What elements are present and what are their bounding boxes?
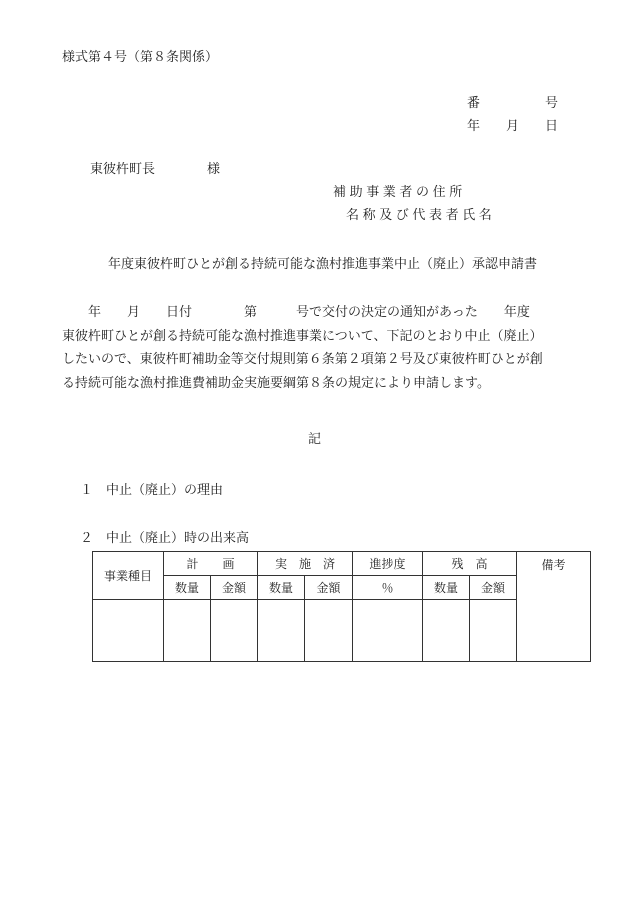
date-line: 年 月 日 — [467, 119, 559, 134]
data-cell-done-quantity[interactable] — [258, 600, 305, 662]
body-text — [62, 301, 587, 395]
data-cell-business-type[interactable] — [93, 600, 164, 662]
applicant-address-label: 補助事業者の住所 — [333, 185, 466, 200]
document-number-line: 番 号 — [467, 96, 559, 111]
header-plan: 計 画 — [164, 552, 258, 576]
subheader-remaining-amount: 金額 — [470, 576, 517, 600]
header-remarks: 備考 — [517, 552, 591, 662]
document-title: 年度東彼杵町ひとが創る持続可能な漁村推進事業中止（廃止）承認申請書 — [108, 257, 538, 272]
form-number: 様式第４号（第８条関係） — [62, 50, 219, 65]
body-line: る持続可能な漁村推進費補助金実施要綱第８条の規定により申請します。 — [62, 375, 490, 391]
addressee: 東彼杵町長 様 — [90, 162, 221, 177]
applicant-name-label: 名称及び代表者氏名 — [346, 208, 496, 223]
data-cell-plan-quantity[interactable] — [164, 600, 211, 662]
header-remaining: 残 高 — [423, 552, 517, 576]
subheader-percent: ％ — [353, 576, 423, 600]
data-cell-remaining-amount[interactable] — [470, 600, 517, 662]
data-cell-plan-amount[interactable] — [211, 600, 258, 662]
header-implemented: 実 施 済 — [258, 552, 353, 576]
body-line: 年 月 日付 第 号で交付の決定の通知があった 年度 — [62, 305, 530, 320]
header-business-type: 事業種目 — [93, 552, 164, 600]
body-line: したいので、東彼杵町補助金等交付規則第６条第２項第２号及び東彼杵町ひとが創 — [62, 352, 543, 367]
item-progress: ２ 中止（廃止）時の出来高 — [80, 531, 250, 546]
subheader-remaining-quantity: 数量 — [423, 576, 470, 600]
item-reason: １ 中止（廃止）の理由 — [80, 483, 224, 498]
body-line: 東彼杵町ひとが創る持続可能な漁村推進事業について、下記のとおり中止（廃止） — [62, 328, 543, 344]
data-cell-done-amount[interactable] — [305, 600, 353, 662]
subheader-done-quantity: 数量 — [258, 576, 305, 600]
data-cell-percent[interactable] — [353, 600, 423, 662]
ki-heading: 記 — [308, 432, 322, 447]
progress-table — [92, 551, 591, 662]
subheader-plan-amount: 金額 — [211, 576, 258, 600]
header-progress: 進捗度 — [353, 552, 423, 576]
subheader-plan-quantity: 数量 — [164, 576, 211, 600]
subheader-done-amount: 金額 — [305, 576, 353, 600]
data-cell-remaining-quantity[interactable] — [423, 600, 470, 662]
